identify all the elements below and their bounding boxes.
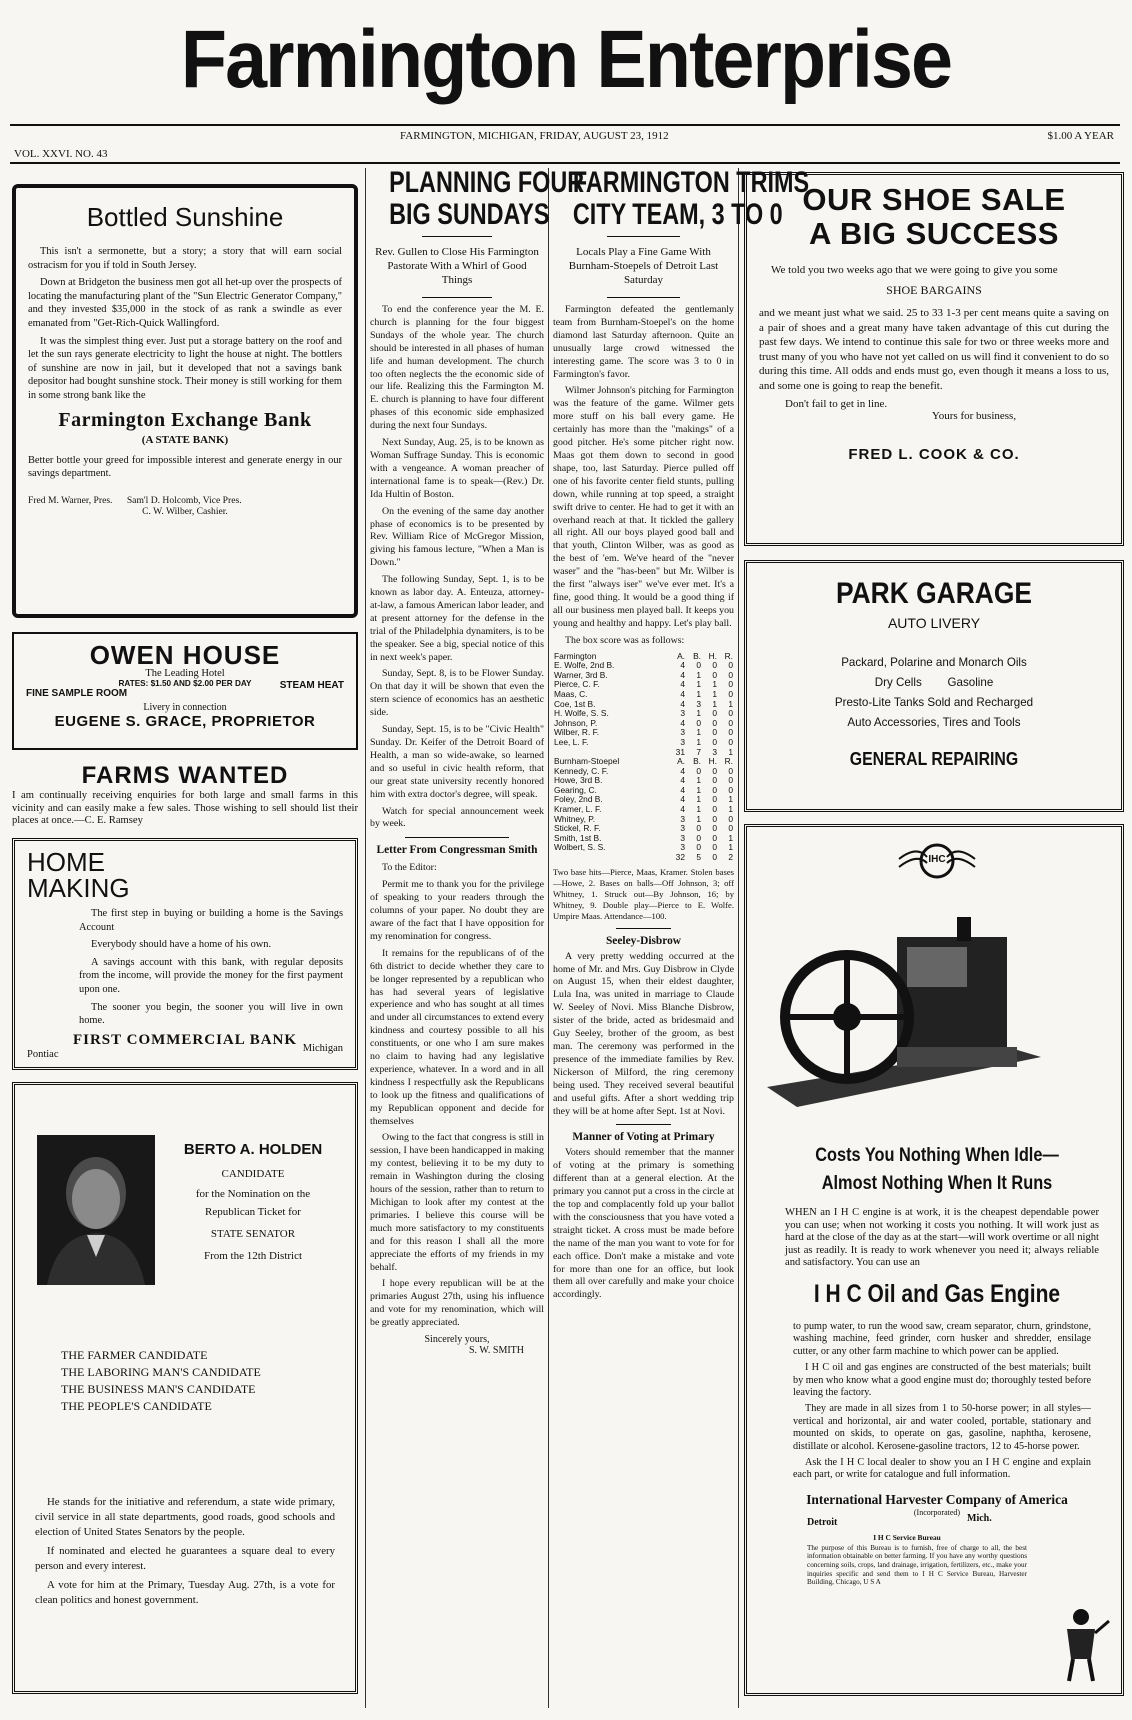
column-rule xyxy=(738,168,739,1708)
shoe-sign: Yours for business, xyxy=(931,409,1017,422)
bottled-sunshine-ad xyxy=(12,184,358,618)
holden-line4: STATE SENATOR xyxy=(210,1228,296,1240)
smith-head: Letter From Congressman Smith xyxy=(376,844,538,857)
planning-head-1: PLANNING FOUR xyxy=(389,166,585,199)
garage-sub: AUTO LIVERY xyxy=(887,615,981,631)
shoe-line: Don't fail to get in line. xyxy=(785,397,888,410)
owen-house-ad xyxy=(12,632,358,750)
ihc-intro: WHEN an I H C engine is at work, it is the cheapest dependable power you can use; when not working it costs you nothing. It will work just as hard at the close of the day as at the start—will work overtime or all night just as readily. It is ready to work whenever you need it; always reliable and satisfactory. You can use an xyxy=(785,1207,1099,1269)
score-row: Foley, 2nd B. 4 1 0 1 xyxy=(554,794,733,805)
ad-body: This isn't a sermonette, but a story; a story that will earn social ostracism for you if told in South Jersey. Down at Bridgeton the business men got all het-up over the prospects of locating the manufacturing plant of the "Sun Electric Generator Company," and they invested $35,000 in the stock of as rank a swindle as ever emanated from "Get-Rich-Quick Wallingford. It was the simplest thing ever. Just put a storage battery on the roof and let the sun rays generate electricity to light the house at night. The bottlers of sunshine are now in jail, but it developed that not a savings bank depositor had bought sunshine stock. Their money is still working for them in some strong bank like the xyxy=(28,246,342,401)
score-header-row: Burnham-Stoepel A. B. H. R. xyxy=(554,756,733,767)
ihc-head-2: Almost Nothing When It Runs xyxy=(821,1173,1053,1194)
score-row: Wolbert, S. S. 3 0 0 1 xyxy=(554,842,733,853)
column-rule xyxy=(365,168,366,1708)
garage-foot: GENERAL REPAIRING xyxy=(849,749,1019,769)
trims-head-1: FARMINGTON TRIMS xyxy=(572,166,810,199)
park-garage-ad xyxy=(744,560,1124,812)
score-total-row: 32 5 0 2 xyxy=(675,852,733,863)
score-row: Stickel, R. F. 3 0 0 0 xyxy=(554,823,733,834)
volume: VOL. XXVI. NO. 43 xyxy=(14,148,108,160)
holden-line3: Republican Ticket for xyxy=(205,1206,301,1218)
shoe-bargains: SHOE BARGAINS xyxy=(886,283,982,297)
owen-proprietor: EUGENE S. GRACE, PROPRIETOR xyxy=(54,713,316,730)
score-row: Kramer, L. F. 4 1 0 1 xyxy=(554,804,733,815)
farms-wanted-ad xyxy=(12,762,358,828)
home-body: The first step in buying or building a home is the Savings Account Everybody should have a home of his own. A savings account with this bank, with regular deposits from the income, will provide the money for the first payment upon one. The sooner you begin, the sooner you will live in own home. xyxy=(79,908,343,1027)
holden-line1: CANDIDATE xyxy=(221,1168,285,1180)
column-left xyxy=(10,168,360,1708)
masthead-title: Farmington Enterprise xyxy=(180,14,952,105)
bank-sub: (A STATE BANK) xyxy=(141,433,229,446)
score-row: H. Wolfe, S. S. 3 1 0 0 xyxy=(554,708,733,719)
column-rule xyxy=(548,168,549,1708)
bank-name: Farmington Exchange Bank xyxy=(58,408,312,431)
voting-head: Manner of Voting at Primary xyxy=(572,1131,715,1144)
farmer-icon xyxy=(1051,1603,1111,1683)
bank-officers: Fred M. Warner, Pres. Sam'l D. Holcomb, Vice Pres. xyxy=(28,494,242,506)
smith-closing: Sincerely yours, xyxy=(424,1334,490,1346)
score-row: E. Wolfe, 2nd B. 4 0 0 0 xyxy=(554,660,733,671)
holden-body: He stands for the initiative and referendum, a state wide primary, civil service in all state departments, good roads, good schools and election of United States Senators by the people. If nominated and elected he guarantees a square deal to every person and every interest. A vote for him at the Primary, Tuesday Aug. 27th, is a vote for clean politics and honest government. xyxy=(35,1496,335,1606)
score-header-row: Farmington A. B. H. R. xyxy=(554,650,733,661)
owen-livery: Livery in connection xyxy=(143,702,227,713)
home-title-1: HOME xyxy=(27,847,105,877)
score-row: Kennedy, C. F. 4 0 0 0 xyxy=(554,765,733,776)
score-row: Pierce, C. F. 4 1 1 0 xyxy=(554,679,733,690)
shoe-intro: We told you two weeks ago that we were going to give you some xyxy=(771,264,1058,276)
ihc-incorporated: (Incorporated) xyxy=(913,1507,961,1517)
farms-text: I am continually receiving enquiries for both large and small farms in this vicinity and can easily make a few sales. Those wishing to sell should list their places at once.—C. E. Ramsey xyxy=(12,790,358,827)
dateline xyxy=(10,124,1120,164)
ihc-logo: IHC xyxy=(897,837,977,887)
engine-illustration xyxy=(757,897,1047,1127)
column-planning xyxy=(370,166,585,1708)
bank-cashier: C. W. Wilber, Cashier. xyxy=(142,505,228,517)
ihc-bureau: I H C Service Bureau xyxy=(873,1532,941,1542)
ihc-bureau-text: The purpose of this Bureau is to furnish, free of charge to all, the best information obtainable on better farming. If you have any worthy questions concerning soils, crops, land drainage, irrigation, fertilizers, etc., make your inquiries specific and send them to I H C Service Bureau, Harvester Building, Chicago, U S A xyxy=(807,1543,1027,1587)
holden-line2: for the Nomination on the xyxy=(195,1188,311,1200)
ihc-state: Mich. xyxy=(967,1512,992,1524)
home-town-right: Michigan xyxy=(302,1042,343,1054)
score-notes: Two base hits—Pierce, Maas, Kramer. Stolen bases—Howe, 2. Bases on balls—Off Johnson, 3; off Whitney, 1. Struck out—By Johnson, 16; by Whitney, 9. Double play—Pierce to E. Wolfe. Umpire Maas. Attendance—100. xyxy=(553,866,734,921)
holden-ad xyxy=(12,1082,358,1694)
smith-body: To the Editor: Permit me to thank you for the privilege of speaking to your readers through the columns of your paper. No doubt they are aware of the fact that I have opposition for my renomination for congress. It remains for the republicans of of the 6th district to decide whether they care to be longer represented by a republican who has had several years of legislative experience and who has sought at all times and under all circumstances to extend every kindness and courtesy possible to all his constituents, or one who I am sure makes no claim to having had any legislative experience, whatever. In a word and in all kindness I respectfully ask the Republicans to look up the fitness and qualifications of my Republican opponent and decide for themselves Owing to the fact that congress is still in session, I have been handicapped in making my contest, believing it to be my duty to remain in Washington during the closing hours of the session, rather than to return to Michigan to look after my contest at the primaries. I believe this course will be much more satisfactory to my constituents and for this reason I shall all the more appreciate the efforts of my friends in my behalf. I hope every republican will be at the primaries August 27th, using his influence and vote for my renomination, which will be greatly appreciated. xyxy=(370,862,544,1329)
farms-title: FARMS WANTED xyxy=(81,762,289,789)
holden-line5: From the 12th District xyxy=(203,1250,303,1262)
bank-closing: Better bottle your greed for impossible interest and generate energy in our savings department. xyxy=(28,454,342,480)
trims-body: Farmington defeated the gentlemanly team from Burnham-Stoepel's on the home diamond last Saturday afternoon. Quite an unusually large crowd witnessed the interesting game. The score was 3 to 0 in Farmington's favor. Wilmer Johnson's pitching for Farmington was the feature of the game. Wilmer gets more stuff on his ball every game. He certainly has more than the "makings" of a good pitcher. He's some pitcher right now. Maas got them down to second in good shape, too, last Saturday. Pierce pulled off one of his favorite center field stunts, pulling down, while running at top speed, a straight swift drive to center. He had to get it with an overhand reach at that. It tickled the gallery all right. All our boys played good ball and that youth, Clinton Wilber, was as good as the best of 'em. We've heard of the "never waser" and the "has-been" but Mr. Wilber is the first "always iser" we've ever met. It's a fine, good thing. It would be a good thing if all our business men played ball. It keeps you young and healthy and happy. Let's play ball. The box score was as follows: xyxy=(553,304,734,646)
shoe-head-1: OUR SHOE SALE xyxy=(802,182,1066,217)
score-row: Whitney, P. 3 1 0 0 xyxy=(554,813,733,824)
score-row: Johnson, P. 4 0 0 0 xyxy=(554,717,733,728)
home-title-2: MAKING xyxy=(27,873,130,903)
holden-photo xyxy=(37,1135,155,1285)
seeley-body: A very pretty wedding occurred at the home of Mr. and Mrs. Guy Disbrow in Clyde on August 15, when their eldest daughter, Lula Ina, was united in marriage to Claude W. Seeley of Novi. Miss Blanche Disbrow, sister of the bride, acted as bridesmaid and Guy Seeley, brother of the groom, as best man. The ceremony was performed in the presence of the immediate families by Rev. Nickerson of Milford, the ring ceremony being used. They received several beautiful and useful gifts. After a short wedding trip they will be at home after Sept. 1st at Novi. xyxy=(553,950,734,1117)
holden-slogans: THE FARMER CANDIDATE THE LABORING MAN'S CANDIDATE THE BUSINESS MAN'S CANDIDATE THE PEOPLE'S CANDIDATE xyxy=(61,1348,261,1413)
column-right xyxy=(742,168,1126,1708)
trims-deck: Locals Play a Fine Game With Burnham-Stoepels of Detroit Last Saturday xyxy=(568,246,719,286)
shoe-sale-ad xyxy=(744,172,1124,546)
column-trims xyxy=(553,166,810,1708)
owen-sub: The Leading Hotel xyxy=(145,668,225,679)
owen-left: FINE SAMPLE ROOM xyxy=(26,688,128,699)
garage-lines: Packard, Polarine and Monarch Oils Dry Cells Gasoline Presto-Lite Tanks Sold and Recharged Auto Accessories, Tires and Tools xyxy=(834,656,1034,729)
ad-title: Bottled Sunshine xyxy=(86,202,284,232)
shoe-body: and we meant just what we said. 25 to 33 1-3 per cent means quite a saving on a pair of shoes and a great many have taken advantage of this cut during the past few days. We intend to continue this sale for two or three weeks more and trust many of you who have not yet called on us will find it convenient to do so during this time. All odds and ends must go, even though it means a loss to us, and some one is going to reap the benefit. xyxy=(759,307,1109,392)
home-town-left: Pontiac xyxy=(27,1048,59,1060)
score-row: Warner, 3rd B. 4 1 0 0 xyxy=(554,669,733,680)
home-bank: FIRST COMMERCIAL BANK xyxy=(72,1031,298,1048)
owen-right: STEAM HEAT xyxy=(279,680,344,691)
ihc-city: Detroit xyxy=(807,1516,838,1528)
score-row: Coe, 1st B. 4 3 1 1 xyxy=(554,698,733,709)
score-row: Maas, C. 4 1 1 0 xyxy=(554,688,733,699)
ihc-body: to pump water, to run the wood saw, cream separator, churn, grindstone, washing machine, feed grinder, corn husker and shredder, ensilage cutter, or any other farm machine to which power can be applied. I H C oil and gas engines are constructed of the best materials; built by men who know what a good engine must do; thoroughly tested before leaving the factory. They are made in all sizes from 1 to 50-horse power; in all styles—vertical and horizontal, air and water cooled, portable, stationary and mounted on skids, to operate on gas, gasoline, naphtha, kerosene, distillate or alcohol. Kerosene-gasoline tractors, 12 to 45-horse power. Ask the I H C local dealer to show you an I H C engine and explain each part, or write for catalogue and full information. xyxy=(793,1320,1091,1481)
trims-head-2: CITY TEAM, 3 TO 0 xyxy=(572,198,783,231)
voting-body: Voters should remember that the manner of voting at the primary is something different than at a general election. At the primary you cannot put a cross in the circle at the top and complacently fold up your ballot with the consciousness that you have voted a straight ticket. A cross must be made before the name of the man you want to vote for for each office. Don't make a mistake and vote for more than one for an office, but look them all over carefully and make your choice accordingly. xyxy=(553,1147,734,1301)
score-row: Smith, 1st B. 3 0 0 1 xyxy=(554,832,733,843)
home-making-ad xyxy=(12,838,358,1070)
ihc-big: I H C Oil and Gas Engine xyxy=(813,1279,1061,1308)
box-score-table xyxy=(553,652,734,863)
score-total-row: 31 7 3 1 xyxy=(675,746,733,757)
ihc-head-1: Costs You Nothing When Idle— xyxy=(815,1145,1059,1166)
score-row: Howe, 3rd B. 4 1 0 0 xyxy=(554,775,733,786)
score-row: Wilber, R. F. 3 1 0 0 xyxy=(554,727,733,738)
planning-deck: Rev. Gullen to Close His Farmington Pastorate With a Whirl of Good Things xyxy=(375,246,539,286)
owen-rates: RATES: $1.50 AND $2.00 PER DAY xyxy=(118,679,252,688)
holden-name: BERTO A. HOLDEN xyxy=(183,1141,323,1158)
price: $1.00 A YEAR xyxy=(1047,130,1114,142)
shoe-head-2: A BIG SUCCESS xyxy=(809,216,1059,251)
shoe-firm: FRED L. COOK & CO. xyxy=(848,445,1020,463)
score-row: Gearing, C. 4 1 0 0 xyxy=(554,784,733,795)
ihc-company: International Harvester Company of America xyxy=(806,1491,1068,1507)
planning-head-2: BIG SUNDAYS xyxy=(389,198,550,231)
date: FARMINGTON, MICHIGAN, FRIDAY, AUGUST 23, 1912 xyxy=(400,130,669,142)
smith-signature: S. W. SMITH xyxy=(468,1345,524,1357)
planning-body: To end the conference year the M. E. church is planning for the four biggest Sundays of the whole year. The church should be interested in all phases of human life and human development. The church too often neglects the the economic side of our life. Realizing this the Farmington M. E. church is planning to have four different phases of this economic side emphasized during the next four Sundays. Next Sunday, Aug. 25, is to be known as Woman Suffrage Sunday. This is economic with a vengeance. A woman preacher of international fame is to speak—(Rev.) Dr. Ida Hultin of Boston. On the evening of the same day another phase of economics is to be presented by Rev. William Rice of McGregor Mission, giving his famous lecture, "When a Man is Down." The following Sunday, Sept. 1, is to be known as labor day. A. Enteuza, attorney-at-law, a famous American labor leader, and at present attorney for the defense in the trial of the Philadelphia dynamiters, is to be the speaker. See a big, special notice of this in next week's paper. Sunday, Sept. 8, is to be Flower Sunday. On that day it will be shown that even the stern science of economics has an aesthetic side. Sunday, Sept. 15, is to be "Civic Health" Sunday. Dr. Keifer of the Detroit Board of Health, a man so wide-awake, so learned and so useful in civic health reform, that our great state university recently honored him with extra doctor's degree, will speak. Watch for special announcement week by week. xyxy=(370,304,544,830)
owen-title: OWEN HOUSE xyxy=(89,640,281,670)
ihc-ad xyxy=(744,824,1124,1696)
score-row: Lee, L. F. 3 1 0 0 xyxy=(554,736,733,747)
garage-head: PARK GARAGE xyxy=(835,577,1033,610)
seeley-head: Seeley-Disbrow xyxy=(605,934,682,947)
